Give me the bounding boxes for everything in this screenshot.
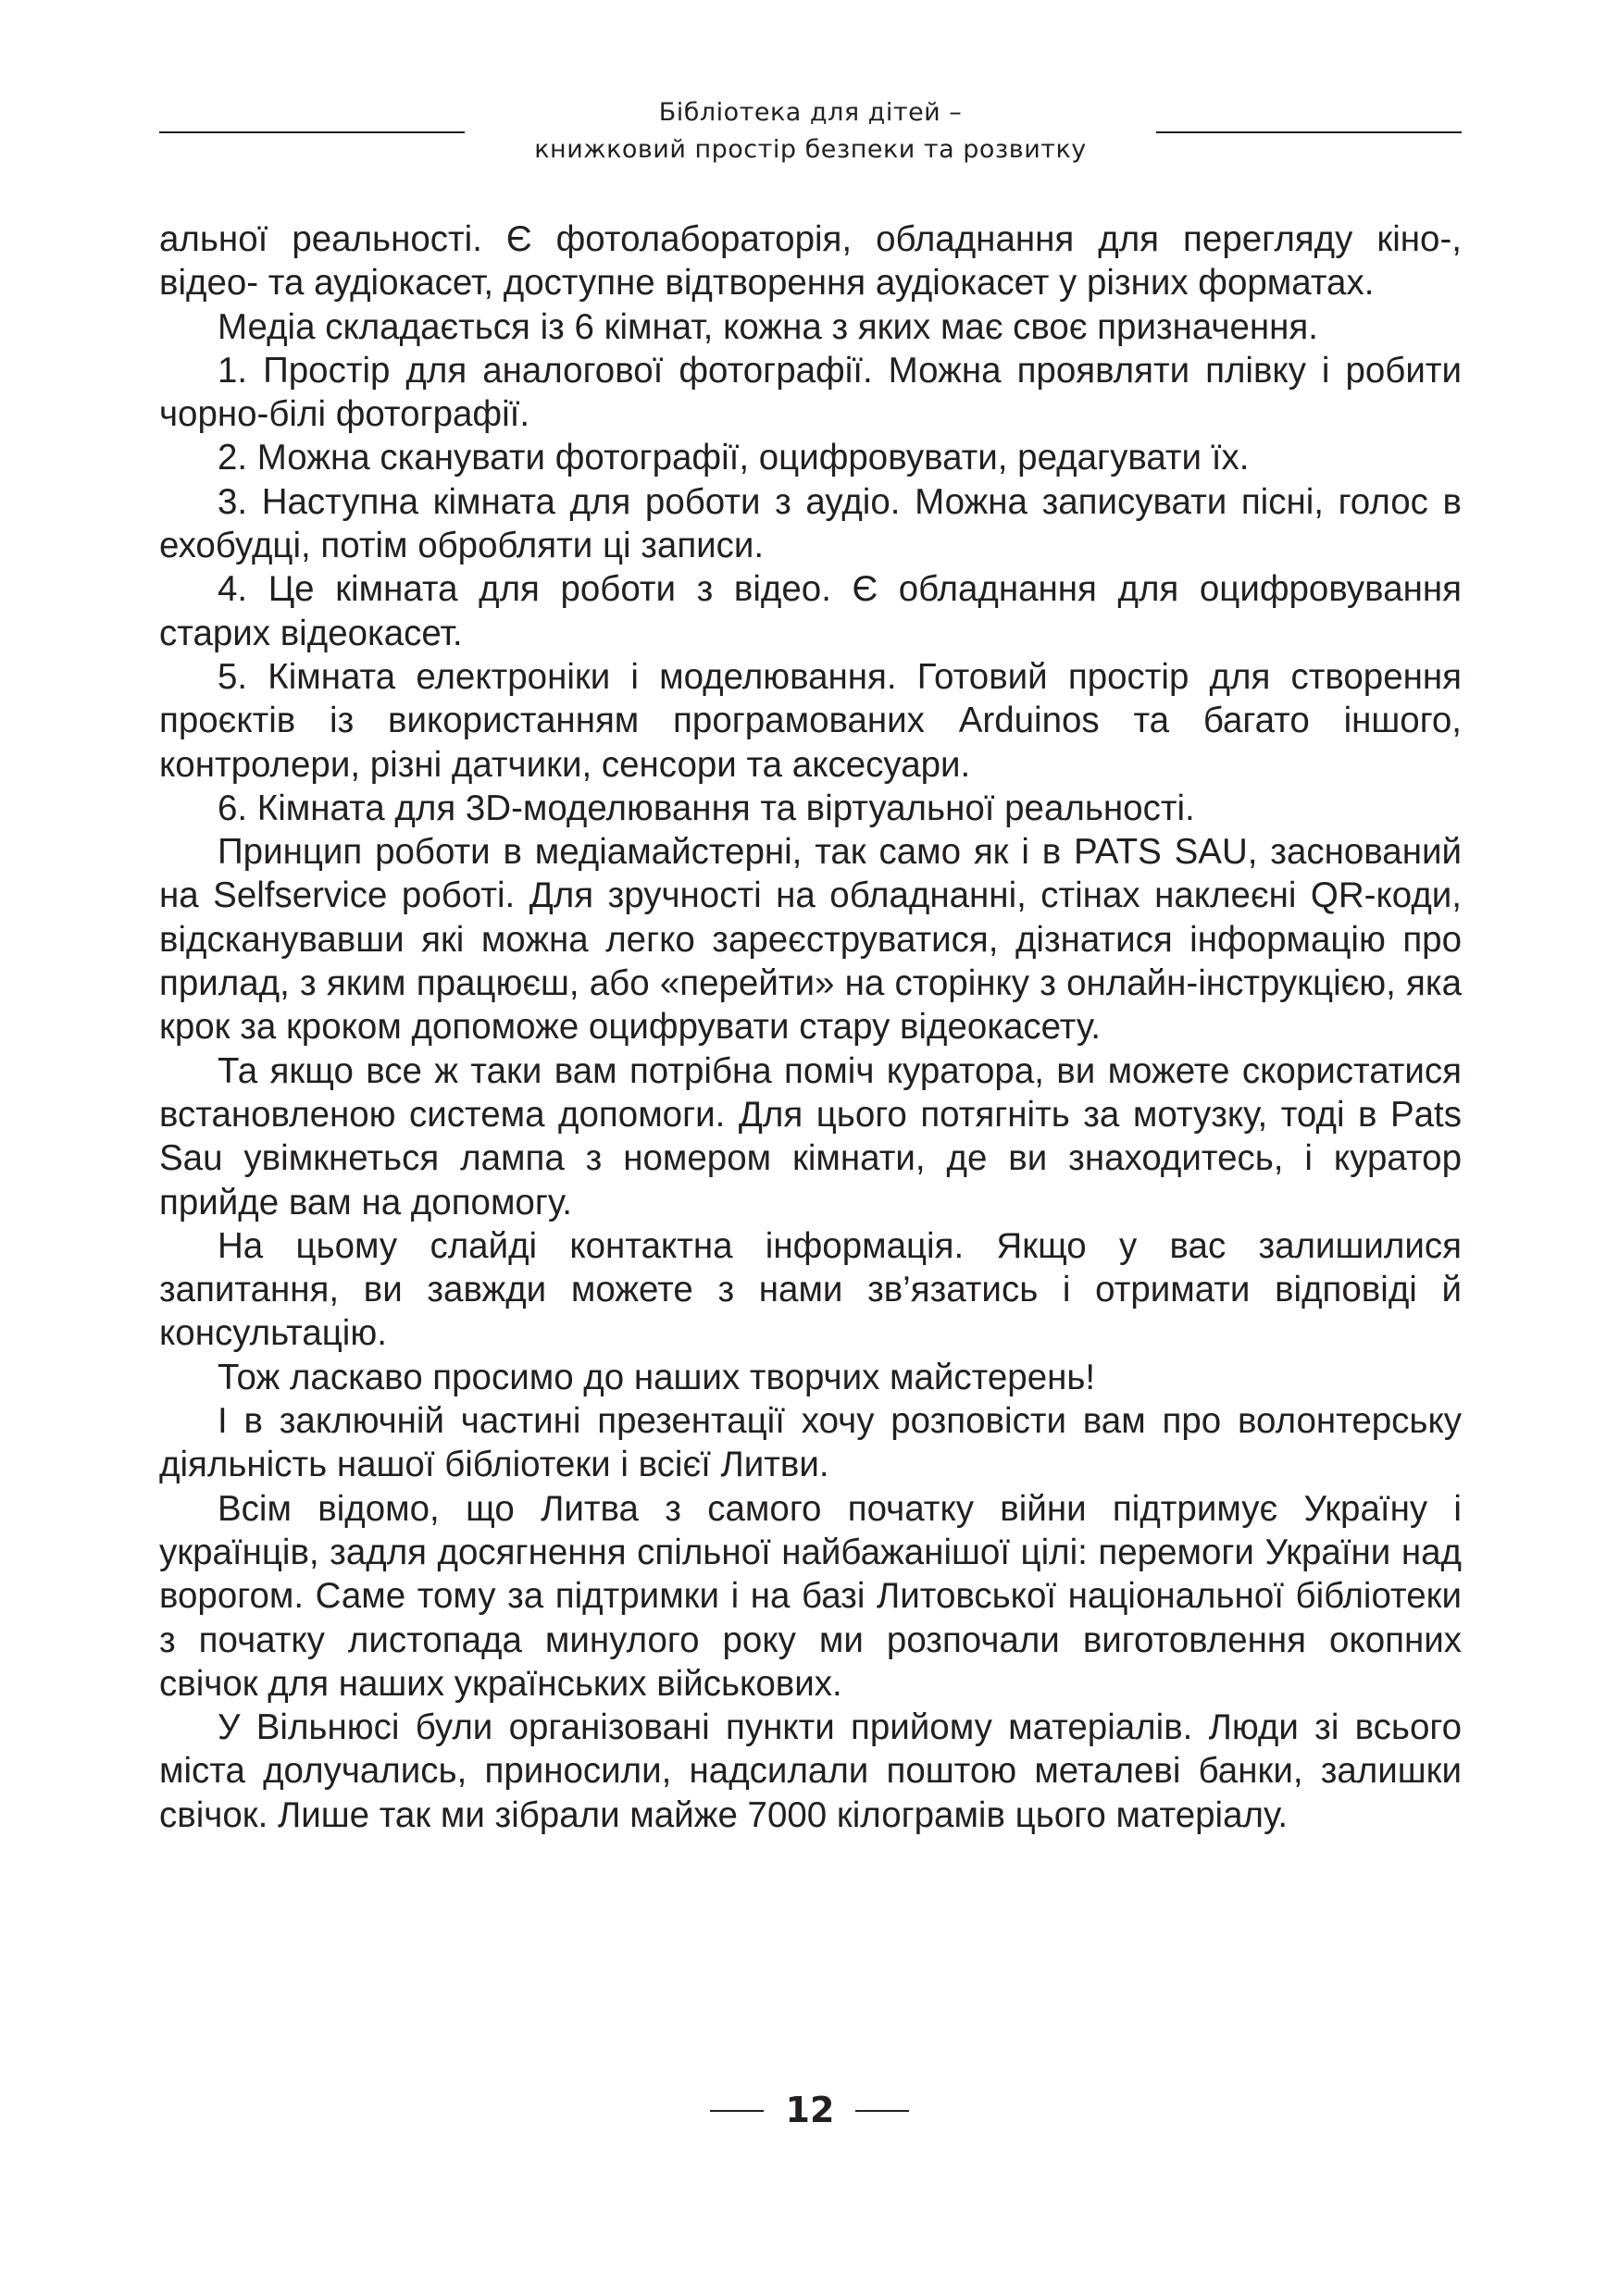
- header-rule-right: [1156, 131, 1462, 133]
- paragraph-5: 3. Наступна кімната для роботи з аудіо. Можна записувати пісні, голос в ехобудці, потім обробляти ці записи.: [159, 481, 1462, 566]
- header-title: [474, 94, 1147, 168]
- paragraph-13: І в заключній частині презентації хочу розповісти вам про волонтерську діяльність нашої бібліотеки і всієї Литви.: [159, 1401, 1462, 1485]
- paragraph-3: 1. Простір для аналогової фотографії. Можна проявляти плівку і робити чорно-білі фотографії.: [159, 350, 1462, 435]
- paragraph-14: Всім відомо, що Литва з самого початку війни підтримує Україну і українців, задля досягнення спільної найбажанішої цілі: перемоги України над ворогом. Саме тому за підтримки і на базі Литовської національної бібліотеки з початку листопада минулого року ми розпочали виготовлення окопних свічок для наших українських військових.: [159, 1488, 1462, 1704]
- header-rule-left: [159, 131, 465, 133]
- running-header: [159, 89, 1462, 172]
- paragraph-8: 6. Кімната для 3D-моделювання та віртуальної реальності.: [218, 788, 1195, 828]
- paragraph-1: альної реальності. Є фотолабораторія, обладнання для перегляду кіно-, відео- та аудіокасет, доступне відтворення аудіокасет у різних форматах.: [159, 219, 1462, 304]
- paragraph-10: Та якщо все ж таки вам потрібна поміч куратора, ви можете скористатися встановленою система допомоги. Для цього потягніть за мотузку, тоді в Pats Sau увімкнеться лампа з номером кімнати, де ви знаходитесь, і куратор прийде вам на допомогу.: [159, 1050, 1462, 1222]
- page-footer: [0, 2082, 1619, 2138]
- paragraph-4: 2. Можна сканувати фотографії, оцифровувати, редагувати їх.: [218, 438, 1250, 478]
- paragraph-11: На цьому слайді контактна інформація. Якщо у вас залишилися запитання, ви завжди можете з нами зв’язатись і отримати відповіді й консультацію.: [159, 1225, 1462, 1354]
- page-body: [159, 217, 1462, 1837]
- page-number: 12: [785, 2090, 835, 2130]
- footer-rule-right: [855, 2110, 909, 2112]
- paragraph-12: Тож ласкаво просимо до наших творчих майстерень!: [218, 1357, 1096, 1397]
- paragraph-15: У Вільнюсі були організовані пункти прийому матеріалів. Люди зі всього міста долучались, приносили, надсилали поштою металеві банки, залишки свічок. Лише так ми зібрали майже 7000 кілограмів цього матеріалу.: [159, 1707, 1462, 1835]
- paragraph-7: 5. Кімната електроніки і моделювання. Готовий простір для створення проєктів із використанням програмованих Arduinos та багато іншого, контролери, різні датчики, сенсори та аксесуари.: [159, 656, 1462, 785]
- paragraph-6: 4. Це кімната для роботи з відео. Є обладнання для оцифровування старих відеокасет.: [159, 569, 1462, 653]
- footer-rule-left: [710, 2110, 764, 2112]
- header-title-line-2: книжковий простір безпеки та розвитку: [534, 135, 1087, 164]
- paragraph-9: Принцип роботи в медіамайстерні, так само як і в PATS SAU, заснований на Selfservice роботі. Для зручності на обладнанні, стінах наклеєні QR-коди, відсканувавши які можна легко зареєструватися, дізнатися інформацію про прилад, з яким працюєш, або «перейти» на сторінку з онлайн-інструкцією, яка крок за кроком допоможе оцифрувати стару відеокасету.: [159, 832, 1462, 1048]
- paragraph-2: Медіа складається із 6 кімнат, кожна з яких має своє призначення.: [218, 306, 1318, 347]
- header-title-line-1: Бібліотека для дітей –: [658, 98, 963, 127]
